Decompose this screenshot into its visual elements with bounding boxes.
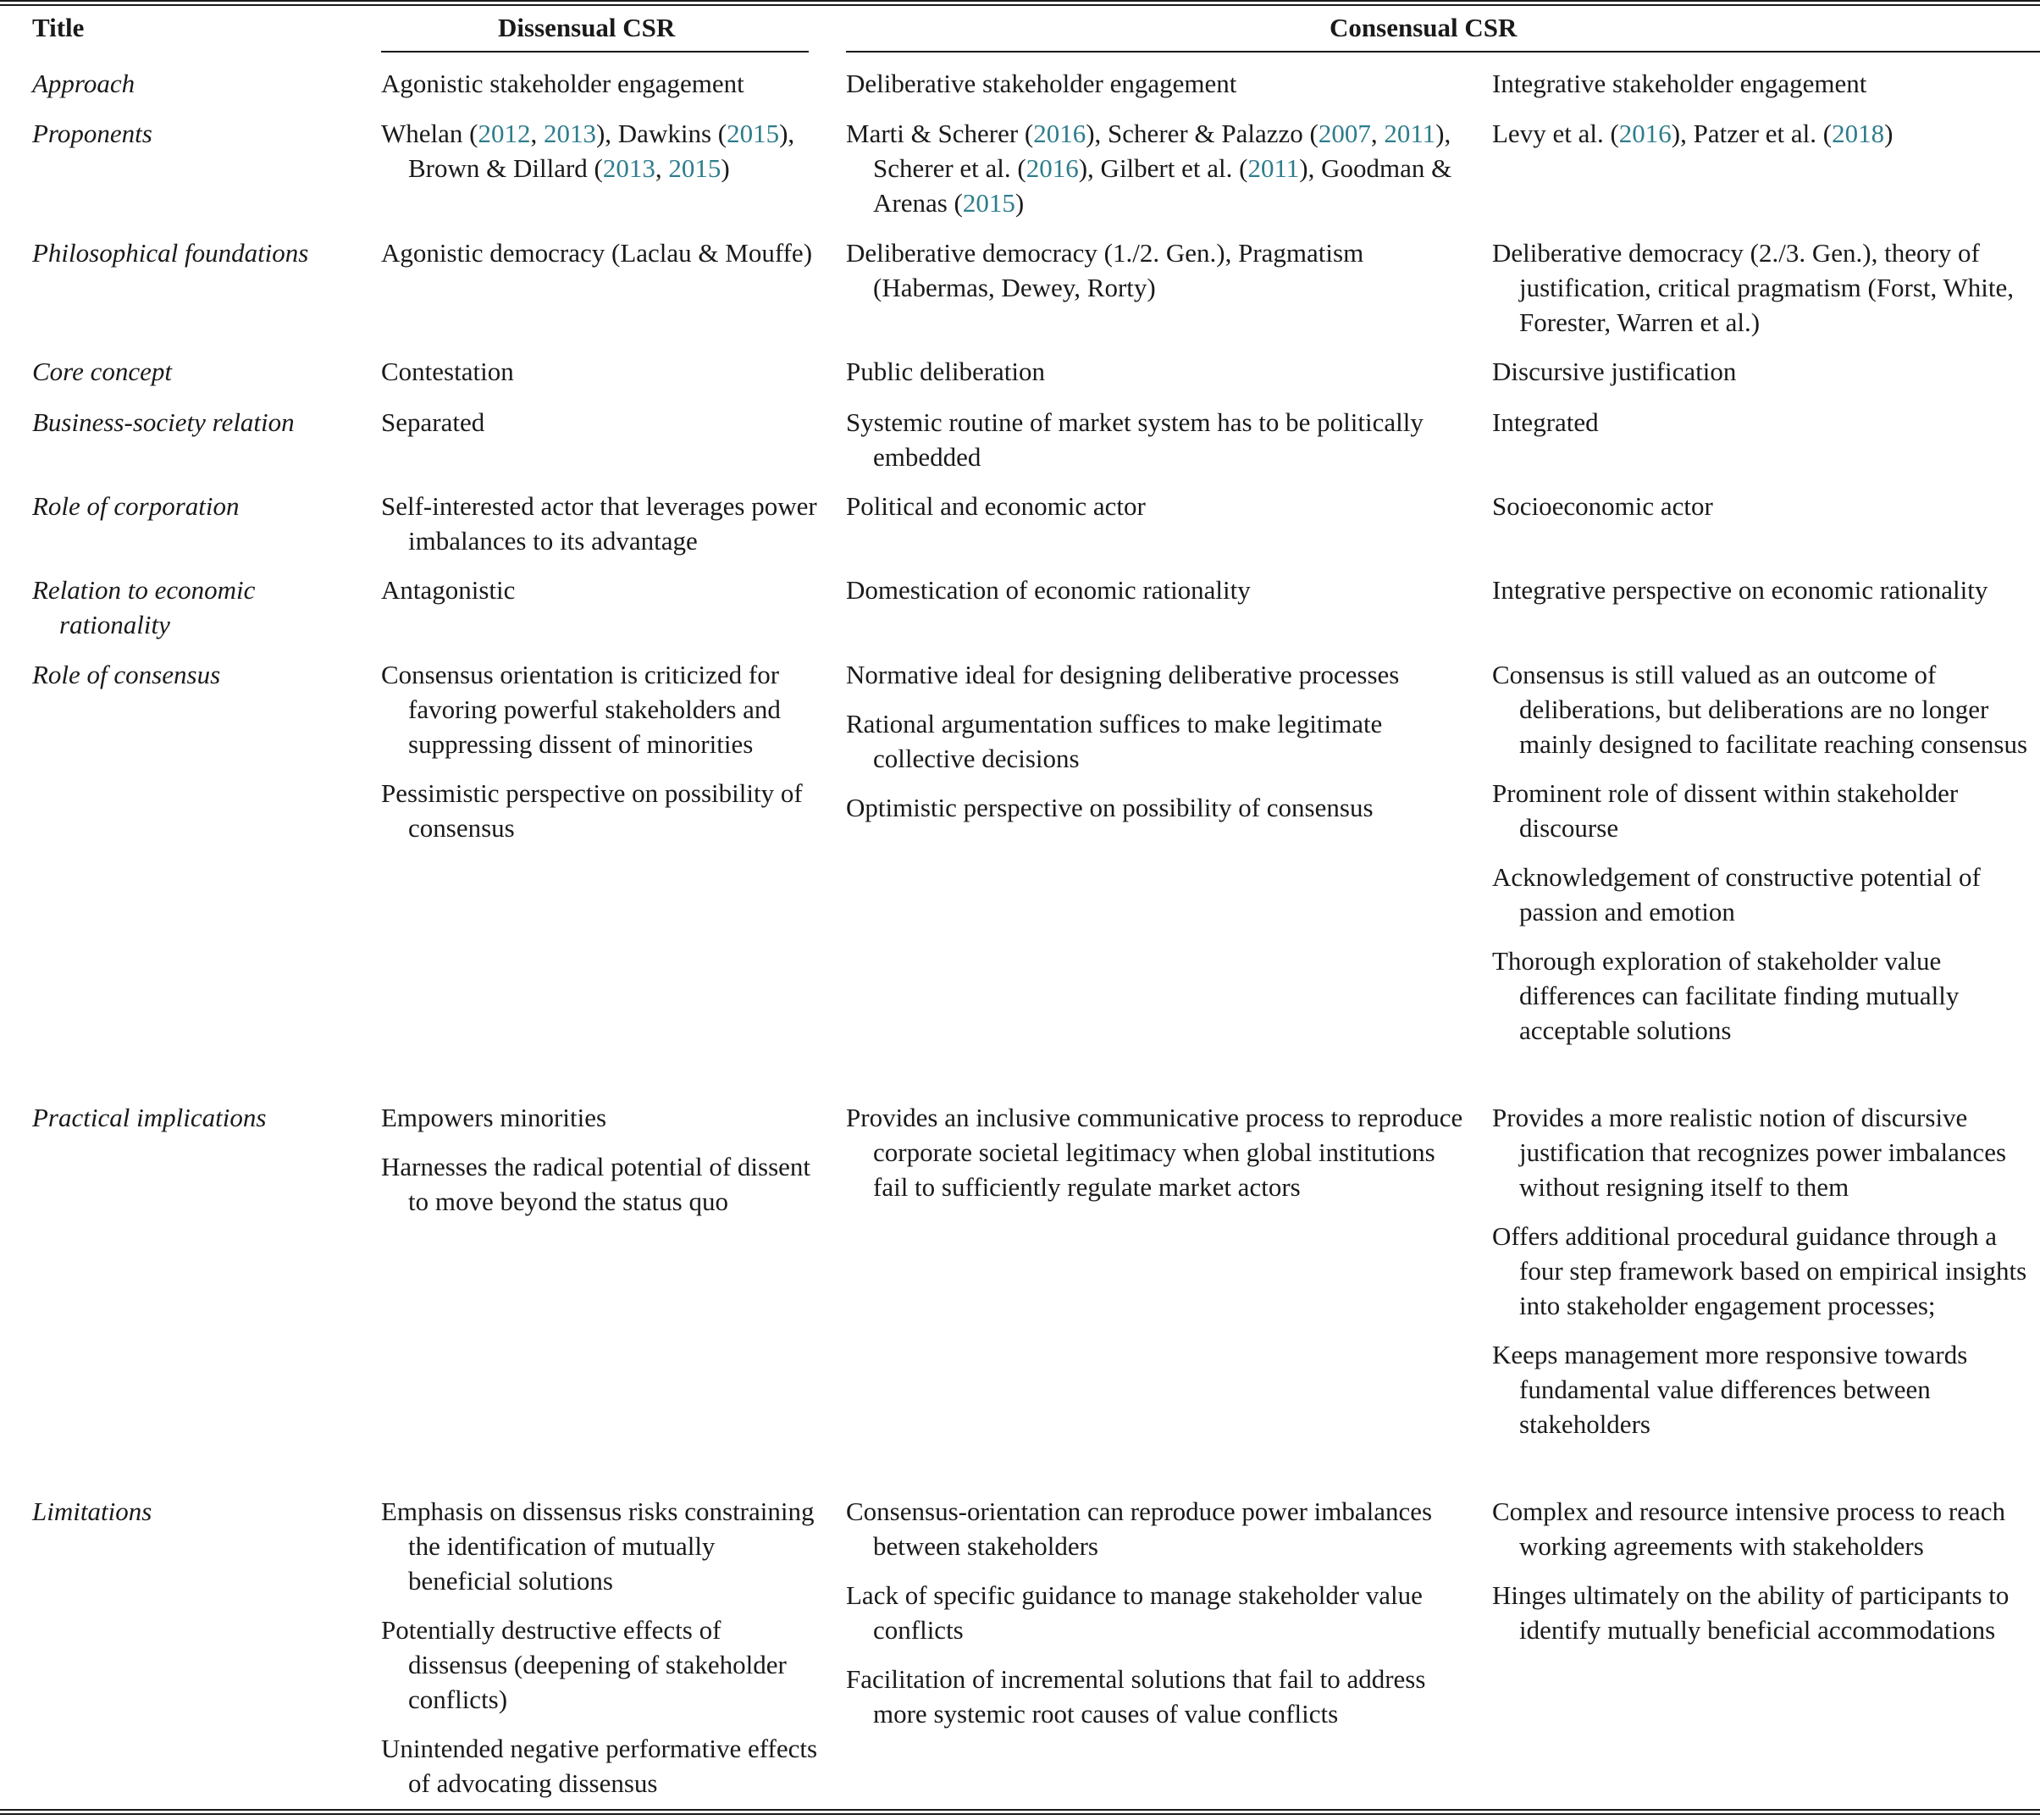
cell-deliberative — [846, 116, 1473, 220]
header-underline-right — [846, 51, 2040, 53]
header-underline-left — [381, 51, 809, 53]
cell-integrative — [1492, 573, 2034, 607]
row-label: Role of consensus — [32, 660, 221, 689]
cell-dissensual — [381, 489, 821, 558]
cell-deliberative — [846, 235, 1473, 305]
cell-paragraph: Agonistic stakeholder engagement — [381, 69, 744, 98]
citation-link[interactable]: 2016 — [1026, 153, 1079, 183]
cell-integrative — [1492, 405, 2034, 440]
cell-paragraph: Integrative stakeholder engagement — [1492, 69, 1867, 98]
cell-paragraph: Complex and resource intensive process to reach working agreements with stakeholders — [1492, 1496, 2006, 1561]
top-rule-second — [0, 4, 2040, 6]
cell-paragraph: Consensus is still valued as an outcome of deliberations, but deliberations are no longer mainly designed to facilitate reaching consensus — [1492, 660, 2028, 759]
cell-paragraph: Levy et al. (2016), Patzer et al. (2018) — [1492, 119, 1893, 148]
cell-paragraph: Self-interested actor that leverages power imbalances to its advantage — [381, 491, 817, 556]
cell-dissensual — [381, 657, 821, 845]
citation-link[interactable]: 2016 — [1618, 119, 1672, 148]
cell-paragraph: Optimistic perspective on possibility of consensus — [846, 793, 1374, 822]
cell-deliberative — [846, 66, 1473, 101]
cell-dissensual — [381, 1494, 821, 1801]
cell-paragraph: Deliberative democracy (1./2. Gen.), Pragmatism (Habermas, Dewey, Rorty) — [846, 238, 1364, 302]
cell-paragraph: Separated — [381, 407, 485, 437]
cell-deliberative — [846, 354, 1473, 389]
cell-paragraph: Potentially destructive effects of dissensus (deepening of stakeholder conflicts) — [381, 1615, 787, 1714]
cell-dissensual — [381, 354, 821, 389]
cell-integrative — [1492, 489, 2034, 523]
row-label: Relation to economic rationality — [32, 575, 256, 639]
cell-paragraph: Consensus-orientation can reproduce power imbalances between stakeholders — [846, 1496, 1433, 1561]
cell-integrative — [1492, 1494, 2034, 1647]
cell-paragraph: Normative ideal for designing deliberative processes — [846, 660, 1400, 689]
top-rule — [0, 0, 2040, 2]
citation-link[interactable]: 2015 — [668, 153, 721, 183]
cell-paragraph: Unintended negative performative effects of advocating dissensus — [381, 1734, 818, 1798]
cell-integrative — [1492, 66, 2034, 101]
row-label: Core concept — [32, 357, 172, 386]
cell-dissensual — [381, 1100, 821, 1219]
row-label: Approach — [32, 69, 135, 98]
row-label: Role of corporation — [32, 491, 240, 521]
citation-link[interactable]: 2012 — [478, 119, 531, 148]
cell-paragraph: Provides a more realistic notion of discursive justification that recognizes power imbalances without resigning itself to them — [1492, 1103, 2007, 1202]
row-label: Business-society relation — [32, 407, 295, 437]
cell-paragraph: Harnesses the radical potential of dissent to move beyond the status quo — [381, 1152, 811, 1216]
cell-deliberative — [846, 1494, 1473, 1731]
cell-integrative — [1492, 116, 2034, 151]
citation-link[interactable]: 2015 — [962, 188, 1015, 218]
cell-paragraph: Thorough exploration of stakeholder value differences can facilitate finding mutually acceptable solutions — [1492, 946, 1960, 1045]
cell-paragraph: Agonistic democracy (Laclau & Mouffe) — [381, 238, 813, 268]
citation-link[interactable]: 2016 — [1033, 119, 1086, 148]
citation-link[interactable]: 2015 — [727, 119, 780, 148]
cell-deliberative — [846, 489, 1473, 523]
row-label: Practical implications — [32, 1103, 267, 1132]
cell-paragraph: Whelan (2012, 2013), Dawkins (2015), Brown & Dillard (2013, 2015) — [381, 119, 795, 183]
row-label: Proponents — [32, 119, 152, 148]
citation-link[interactable]: 2018 — [1832, 119, 1885, 148]
cell-paragraph: Deliberative stakeholder engagement — [846, 69, 1237, 98]
header-consensual-csr: Consensual CSR — [1330, 13, 1518, 42]
citation-link[interactable]: 2013 — [602, 153, 655, 183]
cell-paragraph: Antagonistic — [381, 575, 516, 605]
cell-deliberative — [846, 1100, 1473, 1204]
citation-link[interactable]: 2007 — [1318, 119, 1371, 148]
cell-paragraph: Acknowledgement of constructive potential of passion and emotion — [1492, 862, 1981, 927]
cell-paragraph: Facilitation of incremental solutions that fail to address more systemic root causes of value conflicts — [846, 1664, 1426, 1729]
cell-paragraph: Pessimistic perspective on possibility of consensus — [381, 778, 803, 843]
cell-dissensual — [381, 235, 821, 270]
cell-paragraph: Hinges ultimately on the ability of participants to identify mutually beneficial accommodations — [1492, 1580, 2010, 1645]
cell-paragraph: Public deliberation — [846, 357, 1046, 386]
cell-paragraph: Rational argumentation suffices to make legitimate collective decisions — [846, 709, 1383, 773]
header-title: Title — [32, 13, 85, 42]
cell-paragraph: Contestation — [381, 357, 514, 386]
cell-integrative — [1492, 354, 2034, 389]
cell-paragraph: Keeps management more responsive towards fundamental value differences between stakeholders — [1492, 1340, 1968, 1439]
cell-deliberative — [846, 405, 1473, 474]
cell-dissensual — [381, 66, 821, 101]
citation-link[interactable]: 2013 — [543, 119, 596, 148]
cell-dissensual — [381, 116, 821, 185]
cell-paragraph: Systemic routine of market system has to be politically embedded — [846, 407, 1424, 472]
cell-paragraph: Empowers minorities — [381, 1103, 607, 1132]
cell-integrative — [1492, 657, 2034, 1048]
cell-deliberative — [846, 573, 1473, 607]
cell-paragraph: Discursive justification — [1492, 357, 1737, 386]
cell-dissensual — [381, 405, 821, 440]
citation-link[interactable]: 2011 — [1247, 153, 1300, 183]
bottom-rule-second — [0, 1813, 2040, 1815]
header-dissensual-csr: Dissensual CSR — [498, 13, 676, 42]
cell-paragraph: Deliberative democracy (2./3. Gen.), theory of justification, critical pragmatism (Forst, White, Forester, Warren et al.) — [1492, 238, 2014, 337]
cell-paragraph: Emphasis on dissensus risks constraining the identification of mutually beneficial solutions — [381, 1496, 815, 1596]
cell-paragraph: Integrated — [1492, 407, 1599, 437]
cell-deliberative — [846, 657, 1473, 825]
cell-paragraph: Marti & Scherer (2016), Scherer & Palazzo (2007, 2011), Scherer et al. (2016), Gilbert et al. (2011), Goodman & Arenas (2015) — [846, 119, 1452, 218]
cell-paragraph: Lack of specific guidance to manage stakeholder value conflicts — [846, 1580, 1423, 1645]
row-label: Philosophical foundations — [32, 238, 309, 268]
cell-integrative — [1492, 235, 2034, 340]
cell-paragraph: Socioeconomic actor — [1492, 491, 1713, 521]
cell-dissensual — [381, 573, 821, 607]
cell-paragraph: Prominent role of dissent within stakeholder discourse — [1492, 778, 1959, 843]
cell-paragraph: Integrative perspective on economic rationality — [1492, 575, 1988, 605]
cell-paragraph: Consensus orientation is criticized for favoring powerful stakeholders and suppressing dissent of minorities — [381, 660, 781, 759]
citation-link[interactable]: 2011 — [1384, 119, 1436, 148]
cell-paragraph: Domestication of economic rationality — [846, 575, 1251, 605]
cell-integrative — [1492, 1100, 2034, 1441]
cell-paragraph: Provides an inclusive communicative process to reproduce corporate societal legitimacy when global institutions fail to sufficiently regulate market actors — [846, 1103, 1463, 1202]
row-label: Limitations — [32, 1496, 152, 1526]
bottom-rule — [0, 1809, 2040, 1811]
cell-paragraph: Offers additional procedural guidance through a four step framework based on empirical insights into stakeholder engagement processes; — [1492, 1221, 2027, 1320]
cell-paragraph: Political and economic actor — [846, 491, 1146, 521]
